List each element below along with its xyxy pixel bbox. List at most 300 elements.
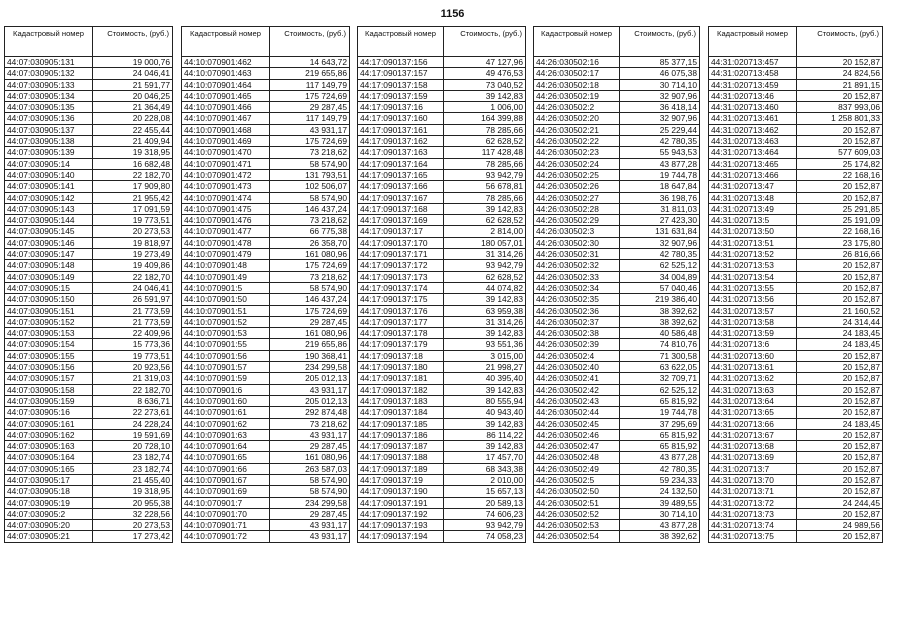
cadastral-number-cell: 44:17:090137:187: [358, 441, 444, 452]
cost-cell: 62 525,12: [620, 384, 700, 395]
table-row: [182, 192, 350, 203]
cost-cell: 19 773,51: [93, 215, 173, 226]
table-row: [534, 158, 700, 169]
cost-cell: 21 409,94: [93, 136, 173, 147]
cost-cell: 36 418,14: [620, 102, 700, 113]
cost-cell: 17 273,42: [93, 531, 173, 542]
table-row: [182, 249, 350, 260]
header-cadastral-number: Кадастровый номер: [534, 27, 620, 57]
table-row: [182, 350, 350, 361]
table-row: [182, 147, 350, 158]
table-row: [709, 57, 883, 68]
cost-cell: 58 574,90: [270, 282, 350, 293]
cadastral-number-cell: 44:31:020713:72: [709, 497, 797, 508]
cost-cell: 837 993,06: [797, 102, 883, 113]
cadastral-number-cell: 44:10:070901:475: [182, 203, 270, 214]
cadastral-number-cell: 44:31:020713:60: [709, 350, 797, 361]
table-row: [534, 463, 700, 474]
cost-cell: 20 152,87: [797, 124, 883, 135]
cost-cell: 21 364,49: [93, 102, 173, 113]
cost-cell: 20 152,87: [797, 407, 883, 418]
table-row: [534, 181, 700, 192]
cadastral-number-cell: 44:26:030502:33: [534, 271, 620, 282]
cost-cell: 20 152,87: [797, 463, 883, 474]
register-tables: [0, 26, 905, 626]
cost-cell: 15 773,36: [93, 339, 173, 350]
table-row: [709, 215, 883, 226]
cadastral-number-cell: 44:26:030502:24: [534, 158, 620, 169]
cadastral-number-cell: 44:26:030502:19: [534, 90, 620, 101]
cadastral-number-cell: 44:26:030502:20: [534, 113, 620, 124]
cadastral-number-cell: 44:31:020713:462: [709, 124, 797, 135]
cost-cell: 43 931,17: [270, 531, 350, 542]
table-row: [534, 407, 700, 418]
cadastral-number-cell: 44:07:030905:137: [5, 124, 93, 135]
cost-cell: 32 907,96: [620, 237, 700, 248]
cadastral-number-cell: 44:17:090137:189: [358, 463, 444, 474]
table-row: [709, 531, 883, 542]
table-row: [5, 339, 173, 350]
cost-cell: 32 907,96: [620, 113, 700, 124]
cost-cell: 39 489,55: [620, 497, 700, 508]
cost-cell: 19 273,49: [93, 249, 173, 260]
cost-cell: 15 657,13: [444, 486, 526, 497]
table-row: [358, 395, 526, 406]
cost-cell: 27 423,30: [620, 215, 700, 226]
cost-cell: 39 142,83: [444, 90, 526, 101]
cadastral-number-cell: 44:07:030905:147: [5, 249, 93, 260]
cadastral-number-cell: 44:07:030905:2: [5, 508, 93, 519]
cadastral-number-cell: 44:26:030502:37: [534, 316, 620, 327]
cost-cell: 102 506,07: [270, 181, 350, 192]
cadastral-number-cell: 44:07:030905:164: [5, 452, 93, 463]
table-row: [5, 531, 173, 542]
table-row: [534, 90, 700, 101]
cadastral-number-cell: 44:10:070901:52: [182, 316, 270, 327]
cost-cell: 20 152,87: [797, 294, 883, 305]
cadastral-number-cell: 44:07:030905:132: [5, 68, 93, 79]
cost-cell: 22 182,70: [93, 384, 173, 395]
table-row: [534, 497, 700, 508]
cadastral-number-cell: 44:07:030905:131: [5, 57, 93, 68]
table-row: [5, 203, 173, 214]
cost-cell: 22 273,61: [93, 407, 173, 418]
cost-cell: 20 152,87: [797, 441, 883, 452]
cadastral-number-cell: 44:07:030905:17: [5, 474, 93, 485]
cadastral-number-cell: 44:17:090137:164: [358, 158, 444, 169]
cost-cell: 43 931,17: [270, 429, 350, 440]
table-row: [709, 237, 883, 248]
cost-cell: 74 810,76: [620, 339, 700, 350]
table-row: [358, 362, 526, 373]
cost-cell: 22 182,70: [93, 169, 173, 180]
table-row: [5, 136, 173, 147]
cost-cell: 19 318,95: [93, 147, 173, 158]
cost-cell: 38 392,62: [620, 316, 700, 327]
table-row: [358, 271, 526, 282]
header-cadastral-number: Кадастровый номер: [5, 27, 93, 57]
cadastral-number-cell: 44:07:030905:158: [5, 384, 93, 395]
cost-cell: 59 234,33: [620, 474, 700, 485]
cadastral-number-cell: 44:26:030502:46: [534, 429, 620, 440]
table-row: [534, 441, 700, 452]
table-row: [358, 429, 526, 440]
cost-cell: 19 744,78: [620, 169, 700, 180]
cadastral-number-cell: 44:10:070901:69: [182, 486, 270, 497]
cadastral-table: [533, 26, 700, 543]
table-row: [534, 328, 700, 339]
cost-cell: 40 395,40: [444, 373, 526, 384]
cost-cell: 24 046,41: [93, 68, 173, 79]
cost-cell: 3 015,00: [444, 350, 526, 361]
cost-cell: 20 923,56: [93, 362, 173, 373]
table-row: [5, 441, 173, 452]
table-row: [534, 395, 700, 406]
table-row: [709, 339, 883, 350]
table-row: [534, 282, 700, 293]
table-row: [182, 169, 350, 180]
cost-cell: 26 358,70: [270, 237, 350, 248]
cost-cell: 58 574,90: [270, 158, 350, 169]
table-row: [358, 508, 526, 519]
cost-cell: 24 244,45: [797, 497, 883, 508]
table-row: [182, 497, 350, 508]
cost-cell: 234 299,58: [270, 362, 350, 373]
cost-cell: 73 218,62: [270, 147, 350, 158]
cadastral-number-cell: 44:10:070901:59: [182, 373, 270, 384]
cadastral-number-cell: 44:17:090137:165: [358, 169, 444, 180]
table-row: [5, 158, 173, 169]
cadastral-number-cell: 44:07:030905:18: [5, 486, 93, 497]
table-row: [358, 68, 526, 79]
cadastral-number-cell: 44:07:030905:136: [5, 113, 93, 124]
table-row: [5, 181, 173, 192]
cadastral-number-cell: 44:10:070901:50: [182, 294, 270, 305]
cost-cell: 20 152,87: [797, 508, 883, 519]
cadastral-number-cell: 44:17:090137:188: [358, 452, 444, 463]
cost-cell: 32 907,96: [620, 90, 700, 101]
table-row: [709, 520, 883, 531]
cadastral-number-cell: 44:26:030502:38: [534, 328, 620, 339]
cost-cell: 86 114,22: [444, 429, 526, 440]
cadastral-number-cell: 44:07:030905:141: [5, 181, 93, 192]
cadastral-number-cell: 44:17:090137:194: [358, 531, 444, 542]
cost-cell: 43 931,17: [270, 124, 350, 135]
cost-cell: 42 780,35: [620, 136, 700, 147]
cost-cell: 161 080,96: [270, 328, 350, 339]
cadastral-number-cell: 44:26:030502:18: [534, 79, 620, 90]
cost-cell: 146 437,24: [270, 203, 350, 214]
cadastral-number-cell: 44:26:030502:29: [534, 215, 620, 226]
cost-cell: 20 152,87: [797, 57, 883, 68]
cost-cell: 21 455,40: [93, 474, 173, 485]
table-row: [358, 282, 526, 293]
table-row: [5, 520, 173, 531]
cadastral-number-cell: 44:26:030502:21: [534, 124, 620, 135]
table-row: [358, 531, 526, 542]
cost-cell: 161 080,96: [270, 452, 350, 463]
cadastral-number-cell: 44:10:070901:467: [182, 113, 270, 124]
cost-cell: 43 877,28: [620, 520, 700, 531]
cadastral-number-cell: 44:26:030502:35: [534, 294, 620, 305]
cost-cell: 20 955,38: [93, 497, 173, 508]
cost-cell: 32 228,56: [93, 508, 173, 519]
table-row: [709, 497, 883, 508]
cost-cell: 68 343,38: [444, 463, 526, 474]
cost-cell: 30 714,10: [620, 79, 700, 90]
cost-cell: 20 152,87: [797, 271, 883, 282]
table-row: [709, 328, 883, 339]
table-row: [534, 113, 700, 124]
table-row: [182, 339, 350, 350]
cadastral-number-cell: 44:31:020713:465: [709, 158, 797, 169]
cadastral-number-cell: 44:07:030905:149: [5, 271, 93, 282]
cadastral-number-cell: 44:10:070901:61: [182, 407, 270, 418]
cost-cell: 62 525,12: [620, 260, 700, 271]
cadastral-number-cell: 44:31:020713:46: [709, 90, 797, 101]
table-row: [182, 508, 350, 519]
cost-cell: 42 780,35: [620, 249, 700, 260]
cadastral-number-cell: 44:10:070901:64: [182, 441, 270, 452]
cost-cell: 1 258 801,33: [797, 113, 883, 124]
table-row: [5, 486, 173, 497]
cadastral-number-cell: 44:07:030905:154: [5, 339, 93, 350]
table-row: [358, 57, 526, 68]
cadastral-number-cell: 44:10:070901:6: [182, 384, 270, 395]
cost-cell: 19 773,51: [93, 350, 173, 361]
table-row: [534, 79, 700, 90]
cost-cell: 73 218,62: [270, 215, 350, 226]
table-row: [709, 407, 883, 418]
cost-cell: 49 476,53: [444, 68, 526, 79]
cadastral-table: [357, 26, 526, 543]
cadastral-number-cell: 44:17:090137:172: [358, 260, 444, 271]
cadastral-number-cell: 44:31:020713:52: [709, 249, 797, 260]
page-number: 1156: [440, 8, 465, 20]
cost-cell: 73 218,62: [270, 271, 350, 282]
cost-cell: 131 631,84: [620, 226, 700, 237]
cadastral-number-cell: 44:10:070901:476: [182, 215, 270, 226]
cost-cell: 21 319,03: [93, 373, 173, 384]
cost-cell: 19 318,95: [93, 486, 173, 497]
cost-cell: 23 182,74: [93, 452, 173, 463]
table-row: [5, 384, 173, 395]
cost-cell: 44 074,82: [444, 282, 526, 293]
cadastral-number-cell: 44:07:030905:139: [5, 147, 93, 158]
cost-cell: 24 228,24: [93, 418, 173, 429]
cost-cell: 20 152,87: [797, 260, 883, 271]
table-row: [534, 147, 700, 158]
cadastral-number-cell: 44:07:030905:138: [5, 136, 93, 147]
cadastral-number-cell: 44:17:090137:158: [358, 79, 444, 90]
table-row: [358, 237, 526, 248]
cadastral-number-cell: 44:31:020713:66: [709, 418, 797, 429]
table-row: [534, 294, 700, 305]
cost-cell: 18 647,84: [620, 181, 700, 192]
cadastral-number-cell: 44:17:090137:191: [358, 497, 444, 508]
header-cost: Стоимость, (руб.): [270, 27, 350, 57]
table-row: [182, 124, 350, 135]
cadastral-table: [181, 26, 350, 543]
table-row: [358, 339, 526, 350]
cadastral-number-cell: 44:31:020713:58: [709, 316, 797, 327]
cost-cell: 263 587,03: [270, 463, 350, 474]
cost-cell: 73 218,62: [270, 418, 350, 429]
table-row: [5, 249, 173, 260]
table-row: [5, 316, 173, 327]
cadastral-number-cell: 44:07:030905:14: [5, 158, 93, 169]
cost-cell: 20 228,08: [93, 113, 173, 124]
cadastral-number-cell: 44:26:030502:52: [534, 508, 620, 519]
cadastral-number-cell: 44:26:030502:43: [534, 395, 620, 406]
cadastral-number-cell: 44:26:030502:17: [534, 68, 620, 79]
cadastral-number-cell: 44:17:090137:18: [358, 350, 444, 361]
cadastral-number-cell: 44:31:020713:48: [709, 192, 797, 203]
table-row: [534, 237, 700, 248]
cadastral-number-cell: 44:07:030905:142: [5, 192, 93, 203]
table-row: [358, 147, 526, 158]
cost-cell: 175 724,69: [270, 136, 350, 147]
table-row: [534, 452, 700, 463]
cadastral-number-cell: 44:07:030905:145: [5, 226, 93, 237]
header-cost: Стоимость, (руб.): [444, 27, 526, 57]
cadastral-number-cell: 44:17:090137:160: [358, 113, 444, 124]
cadastral-number-cell: 44:26:030502:48: [534, 452, 620, 463]
cadastral-number-cell: 44:07:030905:140: [5, 169, 93, 180]
header-row: [182, 27, 350, 57]
table-row: [709, 79, 883, 90]
cadastral-number-cell: 44:07:030905:157: [5, 373, 93, 384]
table-row: [709, 68, 883, 79]
table-row: [709, 305, 883, 316]
table-row: [534, 531, 700, 542]
cost-cell: 20 273,53: [93, 520, 173, 531]
cost-cell: 14 643,72: [270, 57, 350, 68]
table-row: [534, 429, 700, 440]
cost-cell: 31 314,26: [444, 316, 526, 327]
cadastral-number-cell: 44:26:030502:22: [534, 136, 620, 147]
cost-cell: 29 287,45: [270, 508, 350, 519]
table-row: [182, 407, 350, 418]
cadastral-number-cell: 44:17:090137:168: [358, 203, 444, 214]
cost-cell: 39 142,83: [444, 203, 526, 214]
cadastral-number-cell: 44:07:030905:135: [5, 102, 93, 113]
cadastral-number-cell: 44:10:070901:463: [182, 68, 270, 79]
cost-cell: 19 818,97: [93, 237, 173, 248]
cost-cell: 21 773,59: [93, 316, 173, 327]
cost-cell: 63 622,05: [620, 362, 700, 373]
table-row: [5, 169, 173, 180]
table-row: [534, 350, 700, 361]
cadastral-number-cell: 44:31:020713:70: [709, 474, 797, 485]
table-row: [5, 260, 173, 271]
table-row: [358, 407, 526, 418]
header-cadastral-number: Кадастровый номер: [182, 27, 270, 57]
cadastral-number-cell: 44:07:030905:146: [5, 237, 93, 248]
cadastral-number-cell: 44:26:030502:50: [534, 486, 620, 497]
table-row: [534, 124, 700, 135]
table-row: [358, 90, 526, 101]
cadastral-number-cell: 44:31:020713:74: [709, 520, 797, 531]
cadastral-number-cell: 44:31:020713:51: [709, 237, 797, 248]
cost-cell: 32 709,71: [620, 373, 700, 384]
cost-cell: 65 815,92: [620, 429, 700, 440]
cadastral-number-cell: 44:17:090137:181: [358, 373, 444, 384]
table-row: [358, 486, 526, 497]
cost-cell: 25 229,44: [620, 124, 700, 135]
table-row: [5, 429, 173, 440]
cadastral-number-cell: 44:10:070901:70: [182, 508, 270, 519]
table-row: [709, 169, 883, 180]
cost-cell: 62 628,52: [444, 271, 526, 282]
cadastral-number-cell: 44:07:030905:152: [5, 316, 93, 327]
cost-cell: 63 959,38: [444, 305, 526, 316]
cost-cell: 20 152,87: [797, 429, 883, 440]
table-row: [358, 474, 526, 485]
cost-cell: 43 931,17: [270, 520, 350, 531]
cadastral-number-cell: 44:10:070901:462: [182, 57, 270, 68]
table-row: [5, 407, 173, 418]
cost-cell: 21 998,27: [444, 362, 526, 373]
cost-cell: 80 555,94: [444, 395, 526, 406]
cadastral-number-cell: 44:26:030502:26: [534, 181, 620, 192]
table-row: [709, 136, 883, 147]
table-row: [358, 169, 526, 180]
cost-cell: 22 168,16: [797, 226, 883, 237]
table-row: [182, 203, 350, 214]
cost-cell: 22 409,96: [93, 328, 173, 339]
table-row: [709, 192, 883, 203]
table-row: [709, 452, 883, 463]
cost-cell: 175 724,69: [270, 260, 350, 271]
cadastral-number-cell: 44:31:020713:460: [709, 102, 797, 113]
cadastral-number-cell: 44:26:030502:27: [534, 192, 620, 203]
cost-cell: 577 609,03: [797, 147, 883, 158]
header-row: [534, 27, 700, 57]
cost-cell: 93 551,36: [444, 339, 526, 350]
cadastral-number-cell: 44:10:070901:468: [182, 124, 270, 135]
cost-cell: 20 152,87: [797, 373, 883, 384]
cost-cell: 20 152,87: [797, 362, 883, 373]
cadastral-number-cell: 44:10:070901:48: [182, 260, 270, 271]
header-cost: Стоимость, (руб.): [93, 27, 173, 57]
cadastral-number-cell: 44:07:030905:143: [5, 203, 93, 214]
cadastral-number-cell: 44:26:030502:32: [534, 260, 620, 271]
table-row: [5, 79, 173, 90]
cost-cell: 26 591,97: [93, 294, 173, 305]
cadastral-number-cell: 44:26:030502:36: [534, 305, 620, 316]
cost-cell: 62 628,52: [444, 136, 526, 147]
table-row: [182, 57, 350, 68]
table-row: [5, 215, 173, 226]
cadastral-number-cell: 44:07:030905:133: [5, 79, 93, 90]
table-row: [182, 271, 350, 282]
table-row: [5, 294, 173, 305]
header-cost: Стоимость, (руб.): [797, 27, 883, 57]
cost-cell: 46 075,38: [620, 68, 700, 79]
cost-cell: 20 152,87: [797, 486, 883, 497]
cost-cell: 24 989,56: [797, 520, 883, 531]
cost-cell: 20 273,53: [93, 226, 173, 237]
cadastral-number-cell: 44:10:070901:469: [182, 136, 270, 147]
cadastral-number-cell: 44:10:070901:53: [182, 328, 270, 339]
cadastral-number-cell: 44:17:090137:161: [358, 124, 444, 135]
table-row: [709, 316, 883, 327]
cadastral-number-cell: 44:17:090137:174: [358, 282, 444, 293]
cost-cell: 23 175,80: [797, 237, 883, 248]
cost-cell: 24 824,56: [797, 68, 883, 79]
cadastral-number-cell: 44:17:090137:186: [358, 429, 444, 440]
